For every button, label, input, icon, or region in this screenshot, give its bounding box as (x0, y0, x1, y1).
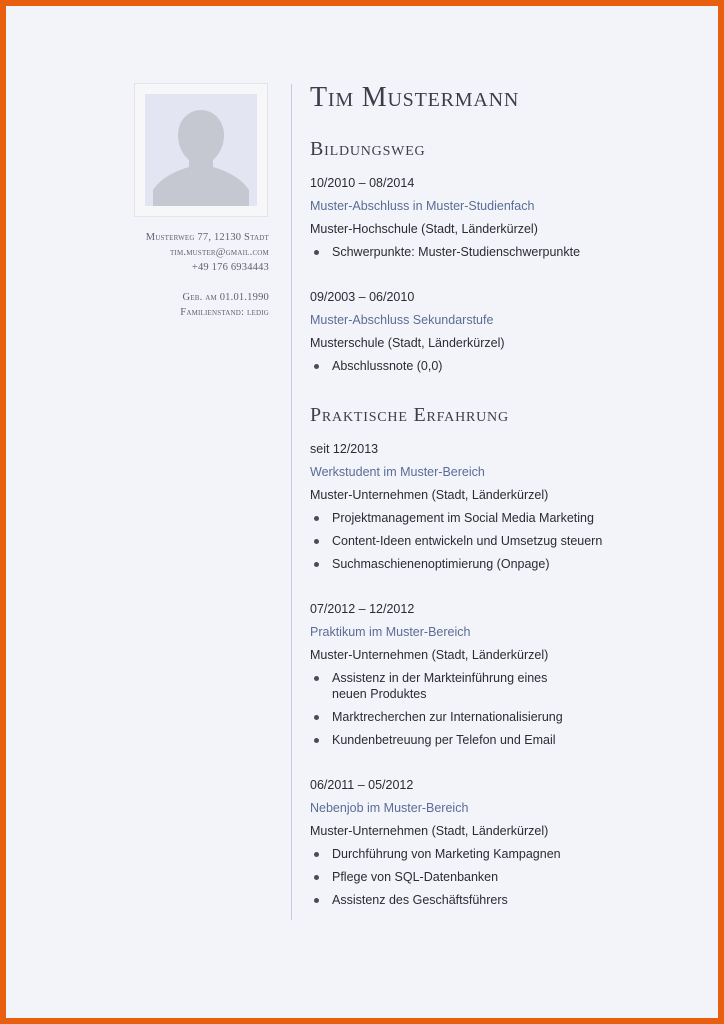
phone: +49 176 6934443 (191, 262, 269, 273)
contact-info (134, 230, 269, 275)
entry-role: Praktikum im Muster-Bereich (310, 625, 471, 639)
education-title: Bildungsweg (310, 138, 426, 160)
cv-page (6, 6, 718, 1018)
user-silhouette-icon (145, 94, 257, 206)
experience-entry (310, 438, 710, 576)
bullet-item: Kundenbetreuung per Telefon und Email (310, 729, 710, 752)
entry-date: 10/2010 – 08/2014 (310, 176, 415, 190)
experience-title: Praktische Erfahrung (310, 404, 509, 426)
education-entry (310, 172, 710, 264)
entry-org: Muster-Unternehmen (Stadt, Länderkürzel) (310, 648, 549, 662)
sidebar (134, 83, 269, 320)
birth-date: Geb. am 01.01.1990 (182, 292, 269, 303)
entry-org: Muster-Hochschule (Stadt, Länderkürzel) (310, 222, 538, 236)
bullet-item: Marktrecherchen zur Internationalisierung (310, 706, 710, 729)
entry-bullets (310, 241, 710, 264)
bullet-item: Projektmanagement im Social Media Marketing (310, 507, 710, 530)
bullet-item: Assistenz des Geschäftsführers (310, 889, 710, 912)
entry-bullets (310, 667, 710, 752)
bullet-item: Schwerpunkte: Muster-Studienschwerpunkte (310, 241, 710, 264)
person-name: Tim Mustermann (310, 82, 520, 113)
education-entry (310, 286, 710, 378)
entry-bullets (310, 843, 710, 912)
entry-bullets (310, 355, 710, 378)
entry-org: Muster-Unternehmen (Stadt, Länderkürzel) (310, 824, 549, 838)
experience-entry (310, 774, 710, 912)
experience-section (310, 402, 710, 912)
email: tim.muster@gmail.com (169, 247, 269, 258)
entry-role: Muster-Abschluss Sekundarstufe (310, 313, 494, 327)
entry-date: 07/2012 – 12/2012 (310, 602, 415, 616)
entry-role: Werkstudent im Muster-Bereich (310, 465, 485, 479)
entry-date: seit 12/2013 (310, 442, 379, 456)
vertical-divider (291, 84, 292, 920)
bullet-item: Suchmaschienenoptimierung (Onpage) (310, 553, 710, 576)
entry-role: Muster-Abschluss in Muster-Studienfach (310, 199, 535, 213)
address: Musterweg 77, 12130 Stadt (145, 232, 269, 243)
personal-info (134, 290, 269, 320)
bullet-item: Abschlussnote (0,0) (310, 355, 710, 378)
entry-date: 09/2003 – 06/2010 (310, 290, 415, 304)
bullet-item: Assistenz in der Markteinführung eines neuen Produktes (310, 667, 582, 706)
entry-role: Nebenjob im Muster-Bereich (310, 801, 469, 815)
entry-bullets (310, 507, 710, 576)
marital-status: Familienstand: ledig (180, 307, 269, 318)
profile-photo (134, 83, 268, 217)
experience-entry (310, 598, 710, 752)
entry-org: Musterschule (Stadt, Länderkürzel) (310, 336, 505, 350)
bullet-item: Pflege von SQL-Datenbanken (310, 866, 710, 889)
bullet-item: Durchführung von Marketing Kampagnen (310, 843, 710, 866)
education-section (310, 136, 710, 378)
entry-date: 06/2011 – 05/2012 (310, 778, 414, 792)
bullet-item: Content-Ideen entwickeln und Umsetzug steuern (310, 530, 710, 553)
entry-org: Muster-Unternehmen (Stadt, Länderkürzel) (310, 488, 549, 502)
main-content (310, 80, 710, 912)
